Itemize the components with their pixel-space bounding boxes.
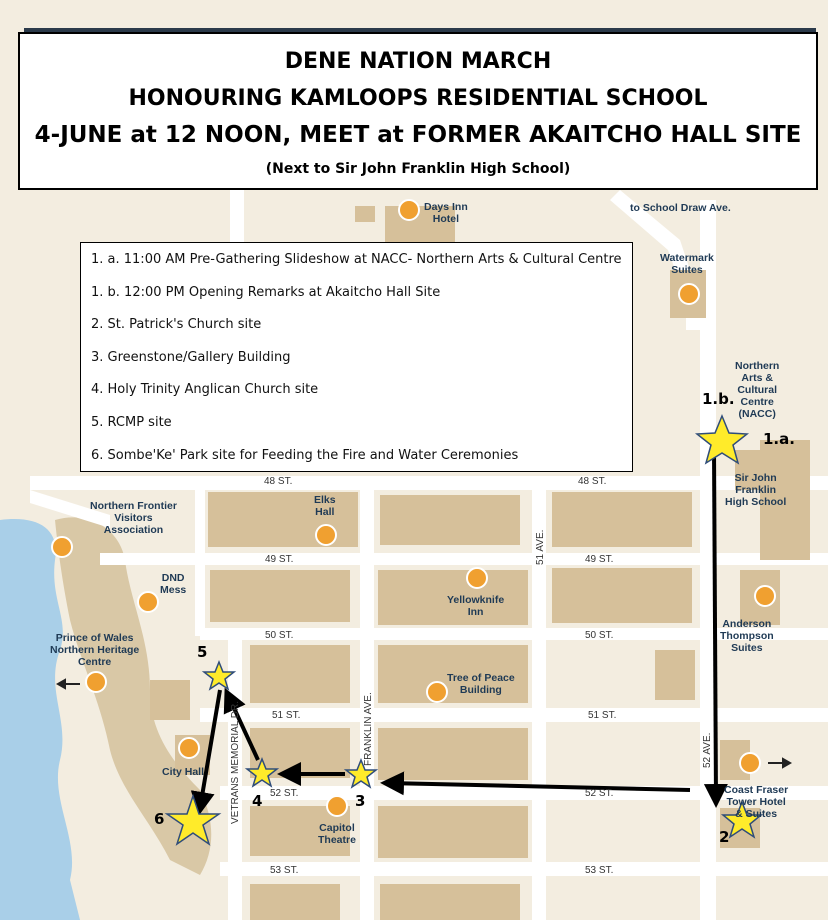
road-49st (100, 553, 828, 565)
stop-label-6: 6 (154, 810, 165, 828)
legend-item-3: 3. Greenstone/Gallery Building (91, 349, 291, 365)
place-label-days-inn: Days Inn Hotel (424, 201, 468, 225)
place-label-capitol: Capitol Theatre (318, 822, 356, 846)
poi-marker-yk-inn[interactable] (467, 568, 487, 588)
stop-label-5: 5 (197, 643, 208, 661)
building (378, 728, 528, 780)
poi-marker-dnd[interactable] (138, 592, 158, 612)
building (150, 680, 190, 720)
poi-marker-coast-fraser[interactable] (740, 753, 760, 773)
building (552, 492, 692, 547)
title-line-4: (Next to Sir John Franklin High School) (265, 161, 571, 177)
place-label-anderson: Anderson Thompson Suites (720, 618, 774, 654)
street-label-franklin: FRANKLIN AVE. (363, 692, 374, 766)
street-label-52st-west: 52 ST. (270, 788, 299, 799)
street-label-53st-west: 53 ST. (270, 865, 299, 876)
road-53st (220, 862, 828, 876)
route-1b-to-2 (714, 450, 716, 800)
legend-item-5: 5. RCMP site (91, 414, 172, 430)
legend-item-1b: 1. b. 12:00 PM Opening Remarks at Akaitcho Hall Site (91, 284, 441, 300)
street-label-50st-west: 50 ST. (265, 630, 294, 641)
legend-item-6: 6. Sombe'Ke' Park site for Feeding the Fire and Water Ceremonies (91, 447, 519, 463)
poi-marker-tree[interactable] (427, 682, 447, 702)
place-label-nfva: Northern Frontier Visitors Association (90, 500, 177, 536)
title-box (18, 32, 818, 190)
place-label-sjf: Sir John Franklin High School (725, 472, 787, 508)
legend-box (80, 242, 633, 472)
stop-label-3: 3 (355, 792, 366, 810)
place-label-yk-inn: Yellowknife Inn (447, 594, 505, 618)
poi-marker-city-hall[interactable] (179, 738, 199, 758)
building (380, 884, 520, 920)
legend-item-1a: 1. a. 11:00 AM Pre-Gathering Slideshow at NACC- Northern Arts & Cultural Centre (91, 252, 622, 267)
poi-marker-pow[interactable] (86, 672, 106, 692)
poi-marker-watermark[interactable] (679, 284, 699, 304)
place-label-pow: Prince of Wales Northern Heritage Centre (50, 632, 140, 668)
building (250, 884, 340, 920)
street-label-48st-east: 48 ST. (578, 476, 607, 487)
place-label-elks: Elks Hall (314, 494, 336, 518)
poi-marker-days-inn[interactable] (399, 200, 419, 220)
street-label-50st-east: 50 ST. (585, 630, 614, 641)
street-label-51st-east: 51 ST. (588, 710, 617, 721)
poi-marker-nfva[interactable] (52, 537, 72, 557)
stop-label-1a: 1.a. (763, 430, 795, 448)
street-label-51ave: 51 AVE. (535, 529, 546, 565)
street-label-52ave: 52 AVE. (702, 732, 713, 768)
stop-label-4: 4 (252, 792, 263, 810)
building (378, 806, 528, 858)
street-label-49st-east: 49 ST. (585, 554, 614, 565)
building (355, 206, 375, 222)
place-label-school-draw: to School Draw Ave. (630, 202, 731, 214)
legend-item-4: 4. Holy Trinity Anglican Church site (91, 382, 319, 398)
place-label-tree: Tree of Peace Building (447, 672, 515, 696)
street-label-52st-east: 52 ST. (585, 788, 614, 799)
poi-marker-anderson[interactable] (755, 586, 775, 606)
place-label-city-hall: City Hall (162, 766, 205, 778)
building (552, 568, 692, 623)
stop-label-1b: 1.b. (702, 390, 735, 408)
poi-marker-capitol[interactable] (327, 796, 347, 816)
building (250, 645, 350, 703)
place-label-watermark: Watermark Suites (660, 252, 714, 276)
legend-item-2: 2. St. Patrick's Church site (91, 317, 262, 333)
street-label-51st-west: 51 ST. (272, 710, 301, 721)
stop-label-2: 2 (719, 828, 730, 846)
title-line-2: HONOURING KAMLOOPS RESIDENTIAL SCHOOL (128, 86, 708, 111)
building (655, 650, 695, 700)
building (380, 495, 520, 545)
street-label-vetrans: VETRANS MEMORIAL DR. (230, 701, 241, 824)
street-label-49st-west: 49 ST. (265, 554, 294, 565)
place-label-nacc: Northern Arts & Cultural Centre (NACC) (735, 360, 780, 420)
title-line-1: DENE NATION MARCH (284, 49, 552, 74)
title-line-3: 4-JUNE at 12 NOON, MEET at FORMER AKAITCHO HALL SITE (34, 122, 802, 148)
poi-marker-elks[interactable] (316, 525, 336, 545)
street-label-48st-west: 48 ST. (264, 476, 293, 487)
place-label-coast-fraser: Coast Fraser Tower Hotel & Suites (724, 784, 789, 820)
street-label-53st-east: 53 ST. (585, 865, 614, 876)
place-label-dnd: DND Mess (160, 572, 187, 596)
road-avenue-w (195, 476, 205, 636)
road-upper (230, 190, 244, 245)
building (210, 570, 350, 622)
